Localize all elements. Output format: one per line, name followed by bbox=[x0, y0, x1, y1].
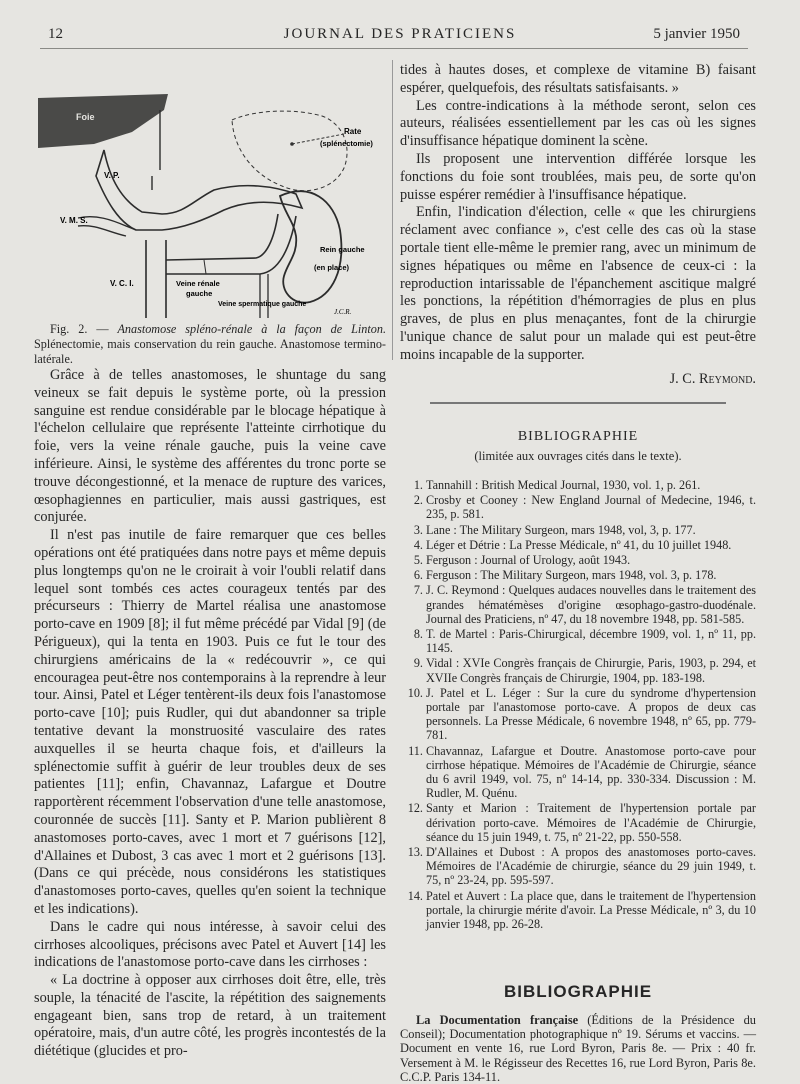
reference-item: 11. Chavannaz, Lafargue et Doutre. Anastomose porto-cave pour cirrhose hépatique. Mémoires de l'Académie de Chirurgie, séance du 6 avril 1949, vol. 75, nº 14-14, pp. 330-334. Discussion : M. Rudler, M. Quénu. bbox=[426, 744, 756, 801]
page-number: 12 bbox=[48, 26, 63, 42]
notice-text: (Éditions de la Présidence du Conseil); Documentation photographique nº 19. Sérums et vaccins. — Document en vente 16, rue Lord Byron, Paris 8e. — Prix : 40 fr. Versement à M. le Régisseur des Recettes 16, rue Lord Byron, Paris 8e. C.C.P. Paris 134-11. bbox=[400, 1013, 756, 1084]
reference-item: 9. Vidal : XVIe Congrès français de Chirurgie, Paris, 1903, p. 294, et XVIIe Congrès français de Chirurgie, 1904, pp. 183-198. bbox=[426, 656, 756, 684]
author-signature: J. C. Reymond. bbox=[669, 370, 756, 387]
label-veine-spermatique: Veine spermatique gauche bbox=[218, 301, 307, 308]
spleen-dot bbox=[290, 142, 294, 146]
bibliography-section-title: BIBLIOGRAPHIE bbox=[503, 982, 653, 1002]
issue-date: 5 janvier 1950 bbox=[653, 26, 740, 42]
reference-item: 7. J. C. Reymond : Quelques audaces nouvelles dans le traitement des grandes hématémèses d'origine œsophago-gastro-duodénale. Journal des Praticiens, nº 47, du 18 novembre 1948, pp. 581-585. bbox=[426, 583, 756, 626]
paragraph: Dans le cadre qui nous intéresse, à savoir celui des cirrhoses alcooliques, précisons avec Patel et Auvert [14] les indications de l'anastomose porto-cave dans les cirrhoses : bbox=[34, 918, 386, 971]
reference-item: 3. Lane : The Military Surgeon, mars 1948, vol, 3, p. 177. bbox=[426, 523, 756, 537]
figure-caption bbox=[34, 322, 386, 367]
reference-list bbox=[400, 478, 756, 931]
label-vci: V. C. I. bbox=[110, 279, 134, 288]
label-vp: V. P. bbox=[104, 171, 120, 180]
label-foie: Foie bbox=[76, 112, 95, 122]
reference-item: 8. T. de Martel : Paris-Chirurgical, décembre 1909, vol. 1, nº 11, pp. 1145. bbox=[426, 627, 756, 655]
paragraph: Enfin, l'indication d'élection, celle « que les chirurgiens réclament avec confiance », c'est celle des cas où la stase portale tient elle-même le premier rang, avec un minimum de signes hépatiques ou même en l'absence de ceux-ci : la reproduction intarissable de l'épanchement ascitique malgré les ponctions, la répétition d'hémorragies de plus en plus graves, de plus en plus menaçantes, font de la chirurgie l'unique chance de salut pour un malade qui est peut-être moins incapable de la supporter. bbox=[400, 204, 756, 363]
label-splenectomie: (splénectomie) bbox=[320, 139, 373, 148]
column-divider bbox=[392, 60, 393, 360]
label-rein: Rein gauche bbox=[320, 245, 365, 254]
page-header bbox=[0, 26, 800, 50]
label-gauche: gauche bbox=[186, 289, 213, 298]
reference-item: 5. Ferguson : Journal of Urology, août 1943. bbox=[426, 553, 756, 567]
header-rule bbox=[40, 48, 748, 49]
reference-item: 2. Crosby et Cooney : New England Journal of Medecine, 1946, t. 235, p. 581. bbox=[426, 493, 756, 521]
spermatic-vein bbox=[260, 274, 268, 318]
reference-item: 10. J. Patel et L. Léger : Sur la cure du syndrome d'hypertension portale par l'anastomose porto-cave. A propos de deux cas personnels. La Presse Médicale, 6 novembre 1948, nº 65, pp. 779-781. bbox=[426, 686, 756, 743]
label-rate: Rate bbox=[344, 127, 362, 136]
anatomy-figure bbox=[34, 90, 386, 318]
bibliography-subtitle: (limitée aux ouvrages cités dans le texte). bbox=[474, 449, 682, 464]
liver-shape bbox=[38, 94, 168, 148]
paragraph: Ils proposent une intervention différée lorsque les fonctions du foie sont troublées, mais peu, de sorte qu'on puisse espérer remédier à l'insuffisance hépatique. bbox=[400, 150, 756, 203]
reference-item: 14. Patel et Auvert : La place que, dans le traitement de l'hypertension portale, la chirurgie mérite d'avoir. La Presse Médicale, nº 3, du 10 janvier 1948, pp. 26-28. bbox=[426, 889, 756, 932]
renal-pointer bbox=[204, 260, 206, 274]
left-column bbox=[34, 62, 386, 1061]
caption-lead: Fig. 2. — bbox=[50, 322, 118, 336]
reference-item: 4. Léger et Détrie : La Presse Médicale, nº 41, du 10 juillet 1948. bbox=[426, 538, 756, 552]
paragraph: Il n'est pas inutile de faire remarquer que ces belles opérations ont été pratiquées dans notre pays et même depuis plus longtemps qu'on ne le croirait à voir l'oubli relatif dans lequel sont tombés ces actes courageux tentés par des précurseurs : Thierry de Martel réalisa une anastomose porto-cave en 1909 [8]; il fut même précédé par Vidal [9] (de Périgueux), qui la tenta en 1903. Puis ce fut le tour des chirurgiens américains de la « redécouvrir », ce qui encouragea peut-être nos contemporains à la reprendre à leur tour. Ainsi, Patel et Léger tentèrent-ils deux fois l'anastomose porto-cave [10]; puis Rudler, qui dut abandonner sa triple tentative devant la monstruosité vasculaire des rates auxquelles il se heurta chaque fois, et d'ailleurs la splénectomie suffit à guérir de leur troubles deux de ses patientes [11]; enfin, Chavannaz, Lafargue et Doutre rapportèrent récemment l'observation d'une telle anastomose, couronnée de succès [11]. Santy et P. Marion publièrent 8 anastomoses porto-caves, avec 1 mort et 7 guérisons [12], d'Allaines et Dubost, 3 cas avec 1 mort et 2 guérisons [13]. (Dans ce qui précède, nous considérons les statistiques d'anastomoses porto-caves, quelles qu'en soient la technique et les indications). bbox=[34, 527, 386, 917]
reference-item: 6. Ferguson : The Military Surgeon, mars 1948, vol. 3, p. 178. bbox=[426, 568, 756, 582]
section-divider bbox=[430, 402, 726, 404]
vci-vein bbox=[146, 240, 166, 318]
caption-title: Anastomose spléno-rénale à la façon de Linton. bbox=[117, 322, 386, 336]
spleen-outline bbox=[232, 111, 347, 191]
paragraph: Grâce à de telles anastomoses, le shuntage du sang veineux se fait depuis le système porte, où la pression sanguine est rendue considérable par le blocage hépatique à l'échelon cellulaire que représente l'atteinte cirrhotique du foie, vers la veine rénale gauche, puis la veine cave inférieure. Ainsi, le système des afférentes du tronc porte se trouve décongestionné, et la menace de rupture des varices, œsophagiennes en particulier, mais aussi gastriques, est conjurée. bbox=[34, 367, 386, 526]
renal-vein bbox=[166, 214, 296, 274]
bibliography-title: BIBLIOGRAPHIE bbox=[517, 429, 639, 445]
reference-item: 12. Santy et Marion : Traitement de l'hypertension portale par dérivation porto-cave. Mémoires de l'Académie de Chirurgie, séance du 15 juin 1949, t. 75, nº 21-22, pp. 550-558. bbox=[426, 801, 756, 844]
caption-body: Splénectomie, mais conservation du rein gauche. Anastomose termino-latérale. bbox=[34, 337, 386, 366]
paragraph: « La doctrine à opposer aux cirrhoses doit être, elle, très souple, la ténacité de l'ascite, la répétition des saignements engageant bien, sans trop de retard, à un traitement opératoire, mais, d'un autre côté, les progrès incontestés de la diététique (glucides et pro- bbox=[34, 972, 386, 1060]
documentation-notice bbox=[400, 1013, 756, 1084]
label-vms: V. M. S. bbox=[60, 216, 88, 225]
artist-signature: J.C.R. bbox=[334, 308, 352, 316]
publisher-name: La Documentation française bbox=[416, 1013, 579, 1028]
portal-vein bbox=[96, 150, 302, 230]
paragraph: tides à hautes doses, et complexe de vitamine B) faisant espérer, quelquefois, des résultats satisfaisants. » bbox=[400, 62, 756, 96]
label-veine-renale: Veine rénale bbox=[176, 279, 220, 288]
journal-title: JOURNAL DES PRATICIENS bbox=[283, 26, 517, 42]
reference-item: 1. Tannahill : British Medical Journal, 1930, vol. 1, p. 261. bbox=[426, 478, 756, 492]
label-en-place: (en place) bbox=[314, 263, 350, 272]
anatomy-diagram bbox=[34, 90, 386, 318]
reference-item: 13. D'Allaines et Dubost : A propos des anastomoses porto-caves. Mémoires de l'Académie de chirurgie, séance du 29 juin 1949, t. 75, nº 23-24, pp. 595-597. bbox=[426, 845, 756, 888]
right-column bbox=[400, 62, 756, 1084]
paragraph: Les contre-indications à la méthode seront, selon ces auteurs, réalisées essentiellement par les cas où les signes d'insuffisance hépatique dominent la scène. bbox=[400, 97, 756, 150]
